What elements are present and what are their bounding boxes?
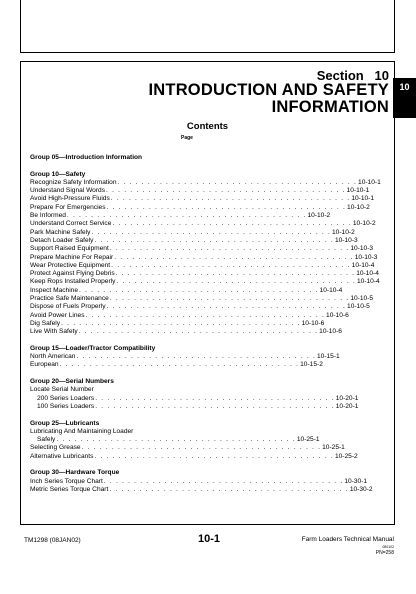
toc-entry-title: Inspect Machine — [30, 286, 79, 294]
toc-entry-page: 10-10-6 — [319, 328, 342, 336]
toc-entry — [30, 444, 345, 452]
toc-entry-page: 10-30-1 — [344, 477, 368, 485]
toc-entry — [30, 245, 374, 253]
toc-leader-dots: . . . . . . . . . . . . . . . . . . . . . . . . . . . . . . . . . . . . . . . . — [91, 228, 332, 236]
toc-leader-dots: . . . . . . . . . . . . . . . . . . . . . . . . . . . . . . . . . . . . . . . . — [66, 212, 307, 220]
toc-leader-dots: . . . . . . . . . . . . . . . . . . . . . . . . . . . . . . . . . . . . . . . . — [109, 295, 350, 303]
toc-entry-page: 10-10-1 — [351, 195, 375, 203]
toc-entry-page: 10-20-1 — [335, 402, 359, 410]
toc-entry-title: Prepare Machine For Repair — [30, 253, 114, 261]
toc-entry — [30, 187, 370, 195]
toc-entry — [30, 261, 375, 270]
toc-leader-dots: . . . . . . . . . . . . . . . . . . . . . . . . . . . . . . . . . . . . . . . . — [115, 270, 356, 278]
toc-entry — [30, 402, 359, 411]
toc-leader-dots: . . . . . . . . . . . . . . . . . . . . . . . . . . . . . . . . . . . . . . . . — [114, 253, 354, 261]
toc-entry-title: Safely — [37, 436, 56, 444]
toc-group-heading: Group 25—Lubricants — [30, 419, 100, 427]
toc-group-heading: Group 15—Loader/Tractor Compatibility — [30, 344, 156, 352]
toc-entry-title: Prepare For Emergencies — [30, 203, 106, 211]
toc-entry-title: Practice Safe Maintenance — [30, 295, 109, 303]
toc-entry-page: 10-10-2 — [332, 228, 355, 236]
toc-leader-dots: . . . . . . . . . . . . . . . . . . . . . . . . . . . . . . . . . . . . . . . . — [95, 402, 335, 410]
table-of-contents — [30, 154, 381, 494]
footer-page-number: 10-1 — [198, 533, 221, 545]
toc-entry-page: 10-10-5 — [350, 295, 374, 303]
toc-leader-dots: . . . . . . . . . . . . . . . . . . . . . . . . . . . . . . . . . . . . . . . . — [61, 319, 301, 327]
toc-leader-dots: . . . . . . . . . . . . . . . . . . . . . . . . . . . . . . . . . . . . . . . . — [78, 328, 319, 336]
toc-entry — [30, 328, 342, 336]
toc-entry — [30, 353, 340, 361]
toc-entry — [30, 311, 349, 320]
toc-leader-dots: . . . . . . . . . . . . . . . . . . . . . . . . . . . . . . . . . . . . . . . . — [95, 394, 335, 402]
toc-leader-dots: . . . . . . . . . . . . . . . . . . . . . . . . . . . . . . . . . . . . . . . . — [106, 203, 347, 211]
toc-entry-title: Dispose of Fuels Properly — [30, 303, 106, 311]
toc-entry-title: Locate Serial Number — [30, 386, 94, 394]
toc-entry-title: Avoid High-Pressure Fluids — [30, 195, 110, 203]
toc-entry — [30, 228, 355, 237]
contents-heading: Contents — [186, 121, 229, 132]
toc-entry-page: 10-15-1 — [316, 353, 340, 361]
toc-entry — [30, 428, 220, 436]
toc-entry-title: Recognize Safety Information — [30, 178, 117, 186]
toc-leader-dots: . . . . . . . . . . . . . . . . . . . . . . . . . . . . . . . . . . . . . . . . — [110, 195, 351, 203]
toc-leader-dots: . . . . . . . . . . . . . . . . . . . . . . . . . . . . . . . . . . . . . . . . — [106, 187, 346, 195]
toc-entry-page: 10-10-3 — [350, 245, 374, 253]
toc-entry-page: 10-10-2 — [347, 203, 370, 211]
toc-entry-page: 10-10-3 — [334, 236, 358, 244]
toc-entry-title: European — [30, 361, 59, 369]
footer-date-code: 080102 — [382, 545, 394, 549]
toc-entry-page: 10-10-6 — [326, 311, 349, 319]
toc-entry-page: 10-25-1 — [322, 444, 345, 452]
toc-entry-title: 200 Series Loaders — [37, 394, 95, 402]
page-title — [149, 82, 389, 116]
toc-entry-page: 10-10-2 — [352, 220, 376, 228]
toc-entry-title: Understand Signal Words — [30, 187, 106, 195]
toc-entry — [30, 485, 373, 494]
toc-entry — [30, 220, 376, 228]
toc-entry-title: Dig Safely — [30, 319, 61, 327]
toc-entry-page: 10-25-1 — [296, 436, 320, 444]
footer-doc-id: TM1298 (08JAN02) — [24, 537, 81, 544]
toc-entry-page: 10-10-2 — [307, 212, 331, 220]
toc-entry-page: 10-10-6 — [301, 319, 325, 327]
toc-entry-page: 10-10-3 — [354, 253, 378, 261]
toc-leader-dots: . . . . . . . . . . . . . . . . . . . . . . . . . . . . . . . . . . . . . . . . — [109, 485, 349, 493]
title-line-1: INTRODUCTION AND SAFETY — [148, 81, 389, 99]
toc-leader-dots: . . . . . . . . . . . . . . . . . . . . . . . . . . . . . . . . . . . . . . . . — [59, 361, 300, 369]
toc-entry-page: 10-10-4 — [319, 286, 343, 294]
toc-entry — [30, 253, 378, 262]
top-page-frame — [20, 0, 395, 53]
toc-entry-title: Park Machine Safely — [30, 228, 91, 236]
page-column-label: Page — [181, 135, 193, 141]
toc-entry — [30, 286, 343, 295]
toc-entry-title: Avoid Power Lines — [30, 311, 85, 319]
toc-entry-title: Wear Protective Equipment — [30, 261, 111, 269]
toc-entry — [30, 477, 368, 486]
toc-entry — [30, 303, 370, 311]
toc-group-heading: Group 10—Safety — [30, 170, 86, 178]
title-line-2: INFORMATION — [271, 98, 389, 116]
section-heading: Section 10 — [316, 68, 389, 83]
toc-leader-dots: . . . . . . . . . . . . . . . . . . . . . . . . . . . . . . . . . . . . . . . . — [94, 236, 334, 244]
manual-page — [20, 61, 395, 525]
toc-entry-page: 10-15-2 — [300, 361, 323, 369]
footer-manual-title: Farm Loaders Technical Manual — [301, 536, 394, 543]
toc-entry-page: 10-25-2 — [334, 452, 358, 460]
toc-entry — [30, 436, 320, 444]
toc-entry-title: Protect Against Flying Debris — [30, 270, 115, 278]
toc-entry-title: Alternative Lubricants — [30, 452, 94, 460]
toc-entry — [30, 212, 331, 220]
toc-entry-title: 100 Series Loaders — [37, 402, 95, 410]
toc-leader-dots: . . . . . . . . . . . . . . . . . . . . . . . . . . . . . . . . . . . . . . . . — [117, 178, 358, 186]
toc-entry-title: Support Raised Equipment — [30, 245, 109, 253]
toc-entry-title: North American — [30, 353, 76, 361]
toc-leader-dots: . . . . . . . . . . . . . . . . . . . . . . . . . . . . . . . . . . . . . . . . — [81, 444, 322, 452]
toc-entry — [30, 195, 375, 203]
toc-leader-dots: . . . . . . . . . . . . . . . . . . . . . . . . . . . . . . . . . . . . . . . . — [111, 261, 351, 269]
footer-pn: PN=258 — [375, 550, 394, 556]
toc-entry — [30, 386, 220, 394]
toc-entry — [30, 178, 381, 187]
toc-entry — [30, 295, 374, 303]
toc-entry — [30, 270, 379, 278]
toc-leader-dots: . . . . . . . . . . . . . . . . . . . . . . . . . . . . . . . . . . . . . . . . — [85, 311, 326, 319]
toc-entry-page: 10-10-4 — [356, 278, 380, 286]
toc-entry-page: 10-10-5 — [347, 303, 370, 311]
toc-leader-dots: . . . . . . . . . . . . . . . . . . . . . . . . . . . . . . . . . . . . . . . . — [94, 452, 334, 460]
toc-leader-dots: . . . . . . . . . . . . . . . . . . . . . . . . . . . . . . . . . . . . . . . . — [103, 477, 344, 485]
toc-entry-page: 10-10-1 — [358, 178, 381, 186]
toc-group-heading: Group 05—Introduction Information — [30, 154, 143, 161]
toc-entry — [30, 236, 358, 245]
toc-leader-dots: . . . . . . . . . . . . . . . . . . . . . . . . . . . . . . . . . . . . . . . . — [56, 436, 296, 444]
toc-entry — [30, 319, 325, 328]
toc-entry-page: 10-10-4 — [351, 261, 375, 269]
toc-entry — [30, 361, 323, 369]
toc-entry-title: Be Informed — [30, 212, 66, 220]
toc-entry-page: 10-20-1 — [335, 394, 359, 402]
toc-entry-title: Inch Series Torque Chart — [30, 477, 103, 485]
toc-entry-title: Live With Safety — [30, 328, 78, 336]
toc-entry-title: Metric Series Torque Chart — [30, 485, 109, 493]
toc-leader-dots: . . . . . . . . . . . . . . . . . . . . . . . . . . . . . . . . . . . . . . . . — [79, 286, 319, 294]
toc-leader-dots: . . . . . . . . . . . . . . . . . . . . . . . . . . . . . . . . . . . . . . . . — [112, 220, 352, 228]
toc-entry-page: 10-10-4 — [356, 270, 379, 278]
toc-entry-title: Detach Loader Safely — [30, 236, 94, 244]
toc-entry-title: Lubricating And Maintaining Loader — [30, 427, 134, 435]
section-tab: 10 — [393, 78, 416, 118]
toc-entry — [30, 203, 370, 212]
toc-group-heading: Group 20—Serial Numbers — [30, 378, 114, 386]
toc-entry-title: Selecting Grease — [30, 444, 81, 452]
toc-leader-dots: . . . . . . . . . . . . . . . . . . . . . . . . . . . . . . . . . . . . . . . . — [76, 353, 316, 361]
toc-entry — [30, 452, 358, 461]
toc-entry-page: 10-10-1 — [346, 187, 370, 195]
toc-entry-title: Keep Rops Installed Properly — [30, 278, 116, 286]
toc-entry-title: Understand Correct Service — [30, 220, 112, 228]
toc-entry — [30, 394, 359, 403]
toc-entry — [30, 278, 380, 286]
toc-entry-page: 10-30-2 — [349, 485, 373, 493]
toc-group-heading: Group 30—Hardware Torque — [30, 469, 120, 477]
toc-leader-dots: . . . . . . . . . . . . . . . . . . . . . . . . . . . . . . . . . . . . . . . . — [106, 303, 347, 311]
toc-leader-dots: . . . . . . . . . . . . . . . . . . . . . . . . . . . . . . . . . . . . . . . . — [109, 245, 350, 253]
toc-leader-dots: . . . . . . . . . . . . . . . . . . . . . . . . . . . . . . . . . . . . . . . . — [116, 278, 356, 286]
